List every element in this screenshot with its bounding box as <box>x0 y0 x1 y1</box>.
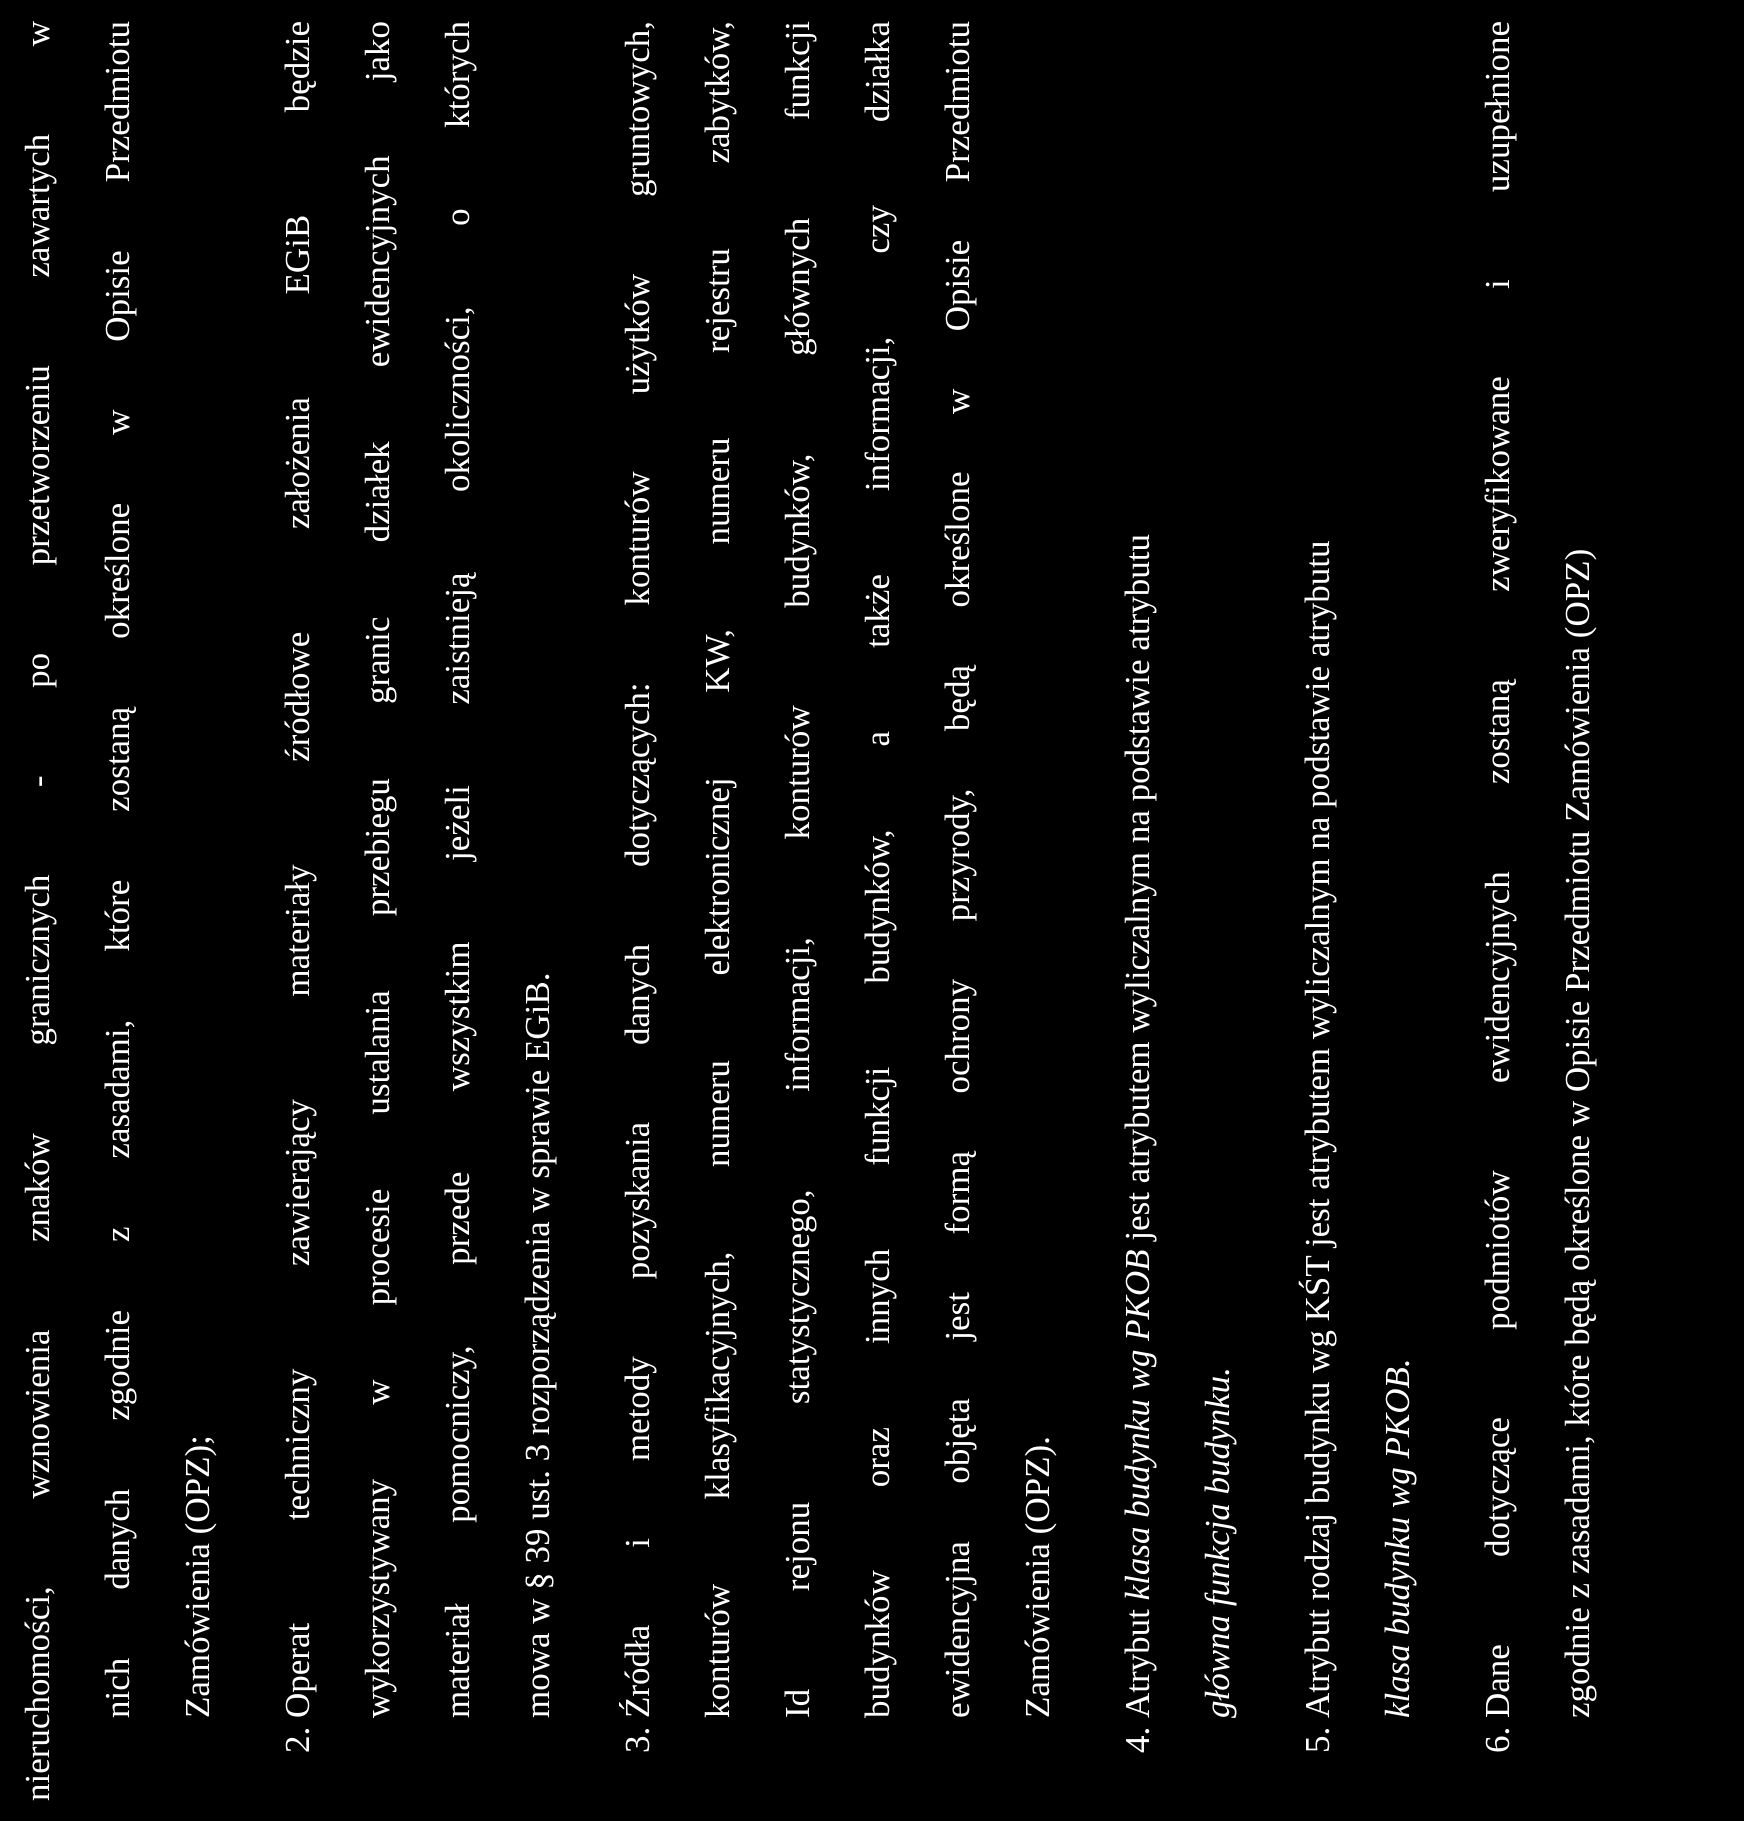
item-4-italic-line-2: główna funkcja budynku. <box>1198 1367 1237 1718</box>
item-2-line-2: wykorzystywany w procesie ustalania przebiegu granic działek ewidencyjnych jako <box>358 21 397 1718</box>
item-5-line-1: Atrybut rodzaj budynku wg KŚT jest atrybutem wyliczalnym na podstawie atrybutu <box>1298 540 1337 1718</box>
intro-line-2: nich danych zgodnie z zasadami, które zostaną określone w Opisie Przedmiotu <box>98 21 137 1718</box>
item-3-line-5: ewidencyjna objęta jest formą ochrony przyrody, będą określone w Opisie Przedmiotu <box>938 21 977 1718</box>
item-2-line-4: mowa w § 39 ust. 3 rozporządzenia w sprawie EGiB. <box>518 972 557 1718</box>
item-3-line-1: Źródła i metody pozyskania danych dotyczących: konturów użytków gruntowych, <box>618 21 657 1718</box>
item-4-number: 4. <box>1118 1726 1157 1753</box>
item-4-suffix: jest atrybutem wyliczalnym na podstawie atrybutu <box>1118 534 1157 1250</box>
item-3-line-3: Id rejonu statystycznego, informacji, konturów budynków, głównych funkcji <box>778 21 817 1718</box>
item-3-line-4: budynków oraz innych funkcji budynków, a także informacji, czy działka <box>858 21 897 1718</box>
item-2-number: 2. <box>278 1726 317 1753</box>
item-3-line-2: konturów klasyfikacyjnych, numeru elektronicznej KW, numeru rejestru zabytków, <box>698 21 737 1718</box>
item-2-line-1: Operat techniczny zawierający materiały źródłowe założenia EGiB będzie <box>278 21 317 1718</box>
item-5-italic-line-2: klasa budynku wg PKOB. <box>1378 1358 1417 1718</box>
intro-line-1: nieruchomości, wznowienia znaków granicznych - po przetworzeniu zawartych w <box>18 21 57 1801</box>
item-3-line-6: Zamówienia (OPZ). <box>1018 1436 1057 1718</box>
item-2-line-3: materiał pomocniczy, przede wszystkim jeżeli zaistnieją okoliczności, o których <box>438 21 477 1718</box>
intro-line-3: Zamówienia (OPZ); <box>178 1435 217 1718</box>
item-5-number: 5. <box>1298 1726 1337 1753</box>
item-4-line-1 <box>1118 534 1158 1718</box>
item-4-italic-term: klasa budynku wg PKOB <box>1118 1249 1157 1601</box>
item-6-number: 6. <box>1478 1726 1517 1753</box>
item-6-line-1: Dane dotyczące podmiotów ewidencyjnych zostaną zweryfikowane i uzupełnione <box>1478 21 1517 1718</box>
item-4-line-2 <box>1198 1367 1238 1718</box>
item-6-line-2: zgodnie z zasadami, które będą określone w Opisie Przedmiotu Zamówienia (OPZ) <box>1558 548 1597 1718</box>
item-4-prefix: Atrybut <box>1118 1600 1157 1718</box>
item-3-number: 3. <box>618 1726 657 1753</box>
item-5-line-2 <box>1378 1358 1418 1718</box>
